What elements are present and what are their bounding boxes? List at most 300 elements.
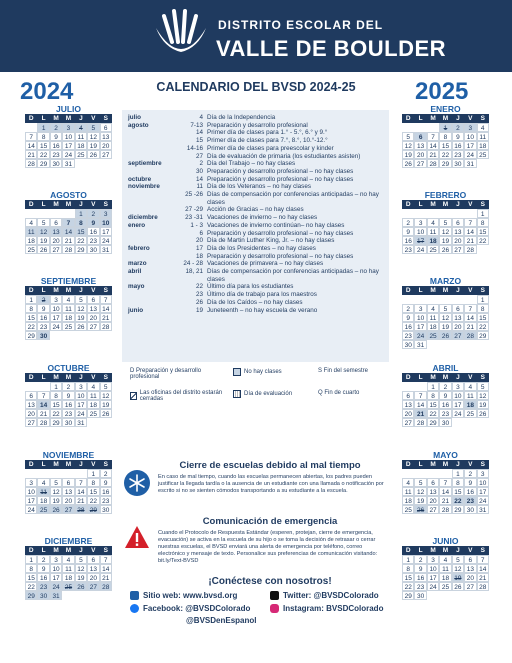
day-cell: 29: [452, 505, 464, 514]
weekday-header: V: [464, 546, 476, 555]
weekday-header: S: [477, 546, 489, 555]
weekday-header: D: [25, 200, 37, 209]
event-date: 6: [199, 229, 203, 237]
event-month: agosto: [128, 121, 149, 129]
weekday-header: L: [414, 546, 426, 555]
day-cell: 2: [402, 304, 414, 313]
day-cell: 14: [62, 227, 74, 236]
event-date: 1 - 3: [190, 221, 203, 229]
event-row: [128, 260, 383, 268]
year-left: 2024: [20, 78, 74, 105]
weekday-header: J: [452, 200, 464, 209]
day-cell: 27: [87, 322, 99, 331]
empty-cell: [37, 382, 49, 391]
event-text: Día de los Caídos – no hay clases: [207, 298, 303, 306]
weekday-header: M: [50, 286, 62, 295]
day-cell: 17: [427, 573, 439, 582]
day-cell: 5: [452, 555, 464, 564]
legend-noclass-label: No hay clases: [244, 369, 282, 375]
weekday-header: S: [100, 114, 112, 123]
day-cell: 1: [439, 123, 451, 132]
empty-cell: [402, 382, 414, 391]
day-cell: 11: [62, 564, 74, 573]
empty-cell: [75, 469, 87, 478]
empty-cell: [414, 295, 426, 304]
day-cell: 26: [75, 322, 87, 331]
day-cell: 18: [37, 496, 49, 505]
weekday-header: M: [62, 373, 74, 382]
day-cell: 8: [477, 218, 489, 227]
day-cell: 27: [414, 159, 426, 168]
day-cell: 17: [477, 487, 489, 496]
day-cell: 25: [25, 245, 37, 254]
empty-cell: [464, 209, 476, 218]
event-row: [128, 176, 383, 184]
event-row: [128, 214, 383, 222]
day-cell: 29: [25, 591, 37, 600]
empty-cell: [50, 469, 62, 478]
day-cell: 15: [452, 487, 464, 496]
event-text: Día de los Veteranos – no hay clases: [207, 183, 311, 191]
day-cell: 28: [62, 245, 74, 254]
month-septiembre: [25, 276, 112, 340]
day-cell: 23: [87, 236, 99, 245]
day-cell: 8: [87, 478, 99, 487]
event-text: Último día de trabajo para los maestros: [207, 291, 317, 299]
event-text: Juneteenth – no hay escuela de verano: [207, 306, 318, 314]
day-cell: 25: [62, 582, 74, 591]
emergency-text: Cuando el Protocolo de Respuesta Estándar (esperen, protejan, cierre de emergencia, evacuación) se activa en la escuela de su hijo o se toma la decisión de retrasar o cerrar nuestras escuelas, el BVSD enviará una alerta de emergencia por teléfono, correo electrónico y mensaje de texto. Personalice sus preferencias de comunicación visitando: bit.ly/Text-BVSD: [158, 530, 378, 564]
event-date: 22: [195, 283, 203, 291]
day-cell: 16: [439, 400, 451, 409]
day-cell: 6: [427, 478, 439, 487]
day-cell: 27: [50, 245, 62, 254]
day-cell: 2: [87, 209, 99, 218]
weekday-header: D: [25, 286, 37, 295]
day-cell: 25: [87, 409, 99, 418]
event-text: Primer día de clases para 7.°, 8.°, 10.°-12.°: [207, 137, 328, 145]
event-text: Días de compensación por conferencias anticipadas – no hay clases: [207, 268, 379, 283]
event-row: [128, 222, 383, 230]
day-cell: 20: [464, 573, 476, 582]
weekday-header: M: [439, 114, 451, 123]
event-text: Día del Trabajo – no hay clases: [207, 160, 296, 168]
weekday-header: S: [477, 286, 489, 295]
day-cell: 2: [37, 555, 49, 564]
day-cell: 15: [37, 141, 49, 150]
day-cell: 5: [477, 382, 489, 391]
event-date: 14-16: [186, 144, 203, 152]
weekday-header: M: [50, 460, 62, 469]
day-cell: 28: [439, 505, 451, 514]
event-date: 26: [195, 298, 203, 306]
day-cell: 28: [37, 418, 49, 427]
day-cell: 31: [477, 505, 489, 514]
day-cell: 9: [452, 132, 464, 141]
day-cell: 7: [464, 218, 476, 227]
empty-cell: [439, 295, 451, 304]
legend-prep-label: D Preparación y desarrollo profesional: [130, 368, 202, 380]
event-month: octubre: [128, 175, 152, 183]
day-cell: 26: [439, 331, 451, 340]
weekday-header: M: [427, 373, 439, 382]
day-cell: 5: [100, 382, 112, 391]
facebook-link[interactable]: [130, 604, 250, 613]
day-cell: 22: [25, 322, 37, 331]
empty-cell: [25, 209, 37, 218]
day-cell: 15: [439, 141, 451, 150]
event-row: [128, 129, 383, 137]
day-cell: 30: [100, 505, 112, 514]
day-cell: 30: [402, 340, 414, 349]
day-cell: 24: [25, 505, 37, 514]
twitter-link[interactable]: [270, 591, 379, 600]
weekday-header: M: [62, 460, 74, 469]
day-cell: 21: [100, 573, 112, 582]
event-month: [128, 253, 170, 261]
day-cell: 14: [464, 227, 476, 236]
day-cell: 7: [62, 218, 74, 227]
day-cell: 20: [25, 409, 37, 418]
day-cell: 21: [464, 236, 476, 245]
day-cell: 10: [50, 304, 62, 313]
header-banner: [0, 0, 512, 72]
event-date: 14: [195, 175, 203, 183]
day-cell: 3: [427, 555, 439, 564]
month-grid: [402, 114, 489, 168]
weekday-header: M: [439, 200, 451, 209]
day-cell: 16: [37, 313, 49, 322]
weekday-header: L: [37, 200, 49, 209]
day-cell: 14: [414, 400, 426, 409]
weekday-header: S: [100, 373, 112, 382]
weekday-header: D: [25, 460, 37, 469]
x-twitter-icon: [270, 591, 279, 600]
weekday-header: J: [75, 114, 87, 123]
weekday-header: M: [427, 114, 439, 123]
website-link[interactable]: [130, 591, 237, 600]
event-month: noviembre: [128, 183, 160, 191]
day-cell: 27: [452, 331, 464, 340]
facebook-icon: [130, 604, 139, 613]
eval-swatch: [233, 390, 241, 398]
day-cell: 20: [50, 236, 62, 245]
empty-cell: [427, 469, 439, 478]
day-cell: 15: [25, 573, 37, 582]
day-cell: 13: [25, 400, 37, 409]
day-cell: 14: [464, 313, 476, 322]
weekday-header: V: [87, 546, 99, 555]
month-grid: [402, 460, 489, 514]
event-month: [128, 168, 170, 176]
weekday-header: V: [464, 200, 476, 209]
legend-semester: [318, 368, 368, 374]
day-cell: 29: [87, 505, 99, 514]
weekday-header: J: [75, 286, 87, 295]
day-cell: 22: [87, 496, 99, 505]
day-cell: 27: [25, 418, 37, 427]
empty-cell: [25, 382, 37, 391]
day-cell: 19: [37, 236, 49, 245]
day-cell: 3: [25, 478, 37, 487]
day-cell: 26: [50, 505, 62, 514]
weekday-header: L: [414, 373, 426, 382]
event-month: [128, 137, 170, 145]
warning-icon: [124, 525, 150, 549]
event-month: enero: [128, 221, 146, 229]
empty-cell: [427, 209, 439, 218]
day-cell: 14: [477, 564, 489, 573]
day-cell: 4: [62, 555, 74, 564]
event-row: [128, 137, 383, 145]
day-cell: 29: [50, 418, 62, 427]
empty-cell: [402, 295, 414, 304]
day-cell: 13: [402, 400, 414, 409]
day-cell: 11: [477, 132, 489, 141]
day-cell: 22: [477, 236, 489, 245]
empty-cell: [439, 209, 451, 218]
day-cell: 17: [414, 236, 426, 245]
month-abril: [402, 363, 489, 427]
day-cell: 8: [25, 564, 37, 573]
weekday-header: M: [439, 286, 451, 295]
empty-cell: [464, 295, 476, 304]
weekday-header: V: [87, 373, 99, 382]
day-cell: 22: [439, 150, 451, 159]
day-cell: 23: [414, 582, 426, 591]
day-cell: 17: [414, 322, 426, 331]
legend-closed: [130, 390, 225, 402]
day-cell: 17: [62, 141, 74, 150]
day-cell: 6: [87, 295, 99, 304]
weekday-header: L: [414, 460, 426, 469]
connect-title: ¡Conéctese con nosotros!: [208, 576, 332, 587]
month-name: NOVIEMBRE: [42, 450, 95, 460]
empty-cell: [414, 123, 426, 132]
event-month: [128, 129, 170, 137]
weekday-header: L: [37, 114, 49, 123]
day-cell: 11: [75, 132, 87, 141]
empty-cell: [37, 209, 49, 218]
legend-semester-label: S Fin del semestre: [318, 368, 369, 374]
snowflake-icon: [124, 470, 150, 496]
weekday-header: S: [100, 546, 112, 555]
day-cell: 21: [75, 496, 87, 505]
event-row: [128, 168, 383, 176]
day-cell: 8: [50, 391, 62, 400]
month-name: ABRIL: [432, 363, 459, 373]
day-cell: 6: [402, 391, 414, 400]
day-cell: 20: [100, 141, 112, 150]
day-cell: 18: [427, 236, 439, 245]
day-cell: 12: [414, 487, 426, 496]
empty-cell: [37, 469, 49, 478]
legend-quarter-label: Q Fin de cuarto: [318, 390, 360, 396]
event-text: Preparación y desarrollo profesional – no hay clases: [207, 167, 354, 175]
day-cell: 3: [50, 555, 62, 564]
event-date: 27: [195, 152, 203, 160]
day-cell: 24: [75, 409, 87, 418]
day-cell: 11: [87, 391, 99, 400]
event-month: marzo: [128, 260, 147, 268]
day-cell: 19: [50, 496, 62, 505]
event-date: 27 -29: [185, 206, 203, 214]
day-cell: 31: [50, 591, 62, 600]
day-cell: 3: [75, 382, 87, 391]
day-cell: 23: [100, 496, 112, 505]
day-cell: 2: [464, 469, 476, 478]
event-text: Día de la Independencia: [207, 114, 276, 121]
day-cell: 15: [477, 313, 489, 322]
day-cell: 8: [37, 132, 49, 141]
day-cell: 22: [25, 582, 37, 591]
day-cell: 3: [477, 469, 489, 478]
day-cell: 15: [87, 487, 99, 496]
day-cell: 28: [477, 582, 489, 591]
day-cell: 28: [100, 322, 112, 331]
month-name: FEBRERO: [424, 190, 467, 200]
day-cell: 24: [427, 582, 439, 591]
day-cell: 23: [439, 409, 451, 418]
facebook-es-link[interactable]: [186, 616, 256, 625]
day-cell: 9: [464, 478, 476, 487]
month-grid: [25, 546, 112, 600]
month-julio: [25, 104, 112, 168]
month-name: JUNIO: [432, 536, 459, 546]
day-cell: 16: [37, 573, 49, 582]
day-cell: 30: [414, 591, 426, 600]
event-month: [128, 299, 170, 307]
day-cell: 21: [439, 496, 451, 505]
day-cell: 25: [62, 322, 74, 331]
day-cell: 6: [100, 123, 112, 132]
day-cell: 6: [414, 132, 426, 141]
weekday-header: S: [100, 286, 112, 295]
day-cell: 7: [37, 391, 49, 400]
event-row: [128, 145, 383, 153]
empty-cell: [402, 123, 414, 132]
day-cell: 21: [464, 322, 476, 331]
empty-cell: [402, 209, 414, 218]
day-cell: 8: [75, 218, 87, 227]
weekday-header: D: [402, 286, 414, 295]
day-cell: 19: [414, 496, 426, 505]
day-cell: 18: [439, 573, 451, 582]
day-cell: 26: [452, 582, 464, 591]
month-name: MARZO: [429, 276, 462, 286]
day-cell: 25: [427, 245, 439, 254]
day-cell: 12: [100, 391, 112, 400]
weekday-header: J: [452, 546, 464, 555]
event-date: 24 - 28: [183, 260, 203, 268]
year-right: 2025: [415, 78, 469, 105]
header-line1: DISTRITO ESCOLAR DEL: [218, 18, 384, 32]
day-cell: 11: [464, 391, 476, 400]
day-cell: 19: [87, 141, 99, 150]
day-cell: 4: [427, 218, 439, 227]
day-cell: 18: [62, 573, 74, 582]
event-row: [128, 160, 383, 168]
day-cell: 22: [37, 150, 49, 159]
day-cell: 16: [50, 141, 62, 150]
weekday-header: J: [452, 373, 464, 382]
day-cell: 8: [452, 478, 464, 487]
weekday-header: M: [427, 460, 439, 469]
day-cell: 10: [452, 391, 464, 400]
day-cell: 16: [402, 236, 414, 245]
calendar-title: CALENDARIO DEL BVSD 2024-25: [156, 80, 356, 94]
event-row: [128, 253, 383, 261]
day-cell: 11: [402, 487, 414, 496]
weekday-header: J: [75, 460, 87, 469]
day-cell: 6: [50, 218, 62, 227]
day-cell: 21: [25, 150, 37, 159]
day-cell: 11: [25, 227, 37, 236]
day-cell: 11: [427, 227, 439, 236]
event-row: [128, 183, 383, 191]
instagram-link[interactable]: [270, 604, 383, 613]
day-cell: 24: [50, 322, 62, 331]
day-cell: 3: [50, 295, 62, 304]
empty-cell: [427, 295, 439, 304]
day-cell: 9: [62, 391, 74, 400]
event-row: [128, 299, 383, 307]
legend-prep: [130, 368, 225, 380]
day-cell: 12: [37, 227, 49, 236]
weekday-header: V: [87, 286, 99, 295]
day-cell: 7: [464, 304, 476, 313]
day-cell: 20: [87, 313, 99, 322]
day-cell: 3: [452, 382, 464, 391]
month-name: MAYO: [433, 450, 458, 460]
day-cell: 13: [62, 487, 74, 496]
day-cell: 29: [37, 159, 49, 168]
weekday-header: M: [50, 546, 62, 555]
weekday-header: M: [62, 200, 74, 209]
day-cell: 13: [50, 227, 62, 236]
day-cell: 8: [439, 132, 451, 141]
day-cell: 8: [477, 304, 489, 313]
event-month: [128, 206, 170, 214]
day-cell: 24: [50, 582, 62, 591]
weekday-header: D: [402, 200, 414, 209]
day-cell: 18: [62, 313, 74, 322]
day-cell: 16: [414, 573, 426, 582]
day-cell: 23: [464, 496, 476, 505]
event-month: [128, 230, 170, 238]
day-cell: 26: [100, 409, 112, 418]
day-cell: 3: [414, 218, 426, 227]
empty-cell: [50, 209, 62, 218]
day-cell: 15: [477, 227, 489, 236]
day-cell: 13: [87, 304, 99, 313]
month-grid: [25, 460, 112, 514]
day-cell: 24: [452, 409, 464, 418]
legend-closed-label: Las oficinas del distrito estarán cerradas: [139, 390, 223, 402]
day-cell: 24: [464, 150, 476, 159]
day-cell: 4: [439, 555, 451, 564]
day-cell: 26: [87, 150, 99, 159]
closed-swatch: [130, 392, 137, 400]
month-name: AGOSTO: [50, 190, 87, 200]
legend-eval-label: Día de evaluación: [244, 391, 293, 397]
day-cell: 21: [477, 573, 489, 582]
weekday-header: L: [37, 286, 49, 295]
day-cell: 28: [464, 245, 476, 254]
event-text: Vacaciones de primavera – no hay clases: [207, 260, 324, 268]
day-cell: 6: [25, 391, 37, 400]
website-label: Sitio web: www.bvsd.org: [143, 591, 238, 600]
